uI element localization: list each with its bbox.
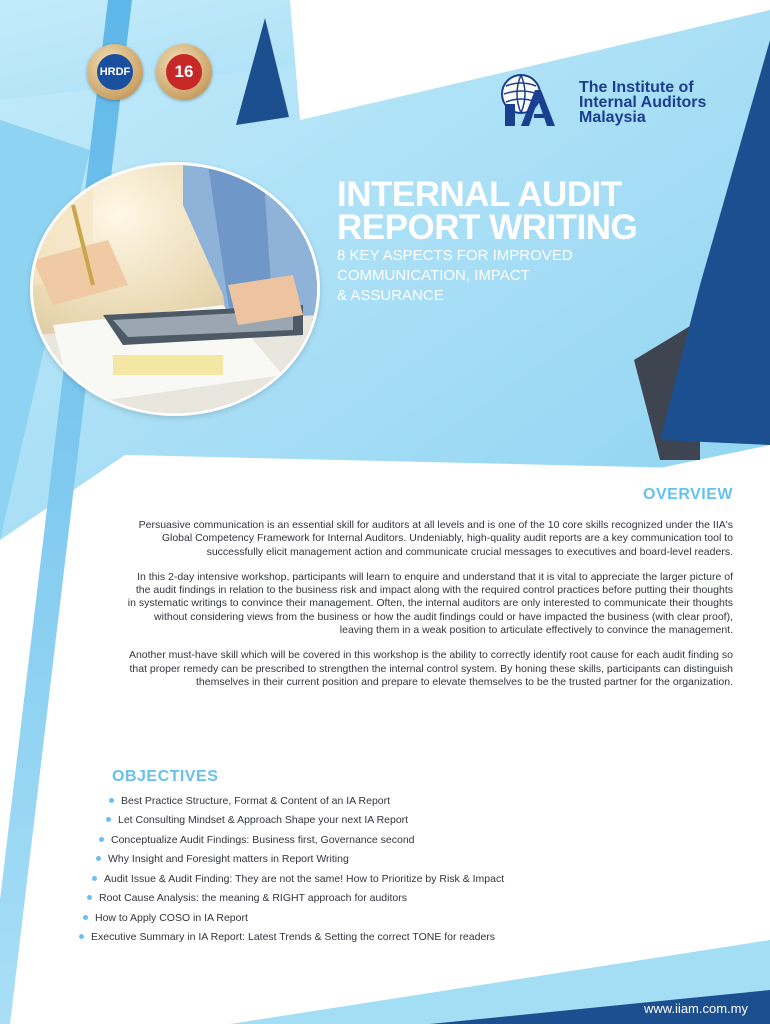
hrdf-badge-label: HRDF [97, 54, 133, 90]
bullet-icon [109, 798, 114, 803]
objective-item [96, 853, 349, 865]
objective-item [83, 912, 248, 924]
hrdf-badge [87, 44, 143, 100]
title-line-1: INTERNAL AUDIT [337, 175, 622, 214]
bullet-icon [99, 837, 104, 842]
objective-text: Root Cause Analysis: the meaning & RIGHT approach for auditors [99, 892, 407, 904]
overview-heading: OVERVIEW [643, 486, 733, 503]
objective-item [92, 873, 504, 885]
objective-text: Why Insight and Foresight matters in Report Writing [108, 853, 349, 865]
subtitle-line-2: COMMUNICATION, IMPACT [337, 267, 530, 284]
objectives-heading: OBJECTIVES [112, 768, 219, 785]
subtitle-line-1: 8 KEY ASPECTS FOR IMPROVED [337, 247, 573, 264]
objective-text: How to Apply COSO in IA Report [95, 912, 248, 924]
iia-logo [501, 70, 741, 130]
objective-text: Let Consulting Mindset & Approach Shape your next IA Report [118, 814, 409, 826]
iia-logo-mark-icon [501, 70, 575, 128]
overview-paragraph: Another must-have skill which will be covered in this workshop is the ability to correctly identify root cause for each audit finding so that proper remedy can be prescribed to strengthen the internal control system. By honing these skills, participants can distinguish themselves in their current position and prepare to elevate themselves to be the trusted partner for the organization. [128, 649, 733, 688]
objective-item [99, 834, 415, 846]
overview-paragraph: In this 2-day intensive workshop, participants will learn to enquire and understand that it is vital to appreciate the larger picture of the audit findings in relation to the business risk and impact along with the required control practices before putting their thoughts in systematic writings to convince their management. Often, the internal auditors are only interested to communicate their thoughts without considering views from the business or how the audit findings could or have impacted the business (with clear proof), leaving them in a weak position to articulate effectively to convince the management. [127, 570, 733, 637]
anniversary-badge [156, 44, 212, 100]
overview-paragraph: Persuasive communication is an essential skill for auditors at all levels and is one of the 10 core skills recognized under the IIA's Global Competency Framework for Internal Auditors. Undeniably, high-quality audit reports are a key communication tool to successfully elicit management action and communicate crucial messages to executives and board-level readers. [138, 519, 733, 558]
logo-line-2: Internal Auditors [579, 94, 707, 111]
logo-line-3: Malaysia [579, 109, 646, 126]
anniversary-badge-label: 16 [166, 54, 202, 90]
objective-text: Audit Issue & Audit Finding: They are not the same! How to Prioritize by Risk & Impact [104, 873, 505, 885]
bullet-icon [79, 934, 84, 939]
objective-text: Executive Summary in IA Report: Latest Trends & Setting the correct TONE for readers [91, 931, 496, 943]
title-line-2: REPORT WRITING [337, 208, 638, 247]
objective-item [87, 892, 407, 904]
objective-text: Conceptualize Audit Findings: Business first, Governance second [111, 834, 415, 846]
hero-photo-illustration [33, 165, 317, 413]
overview-body [125, 519, 733, 701]
logo-line-1: The Institute of [579, 79, 694, 96]
page-subtitle [337, 246, 573, 306]
page-title [337, 175, 638, 247]
objective-item [106, 814, 408, 826]
objective-item [79, 931, 495, 943]
bullet-icon [96, 856, 101, 861]
hero-photo [30, 162, 320, 416]
bullet-icon [83, 915, 88, 920]
objective-item [109, 795, 390, 807]
subtitle-line-3: & ASSURANCE [337, 287, 444, 304]
objective-text: Best Practice Structure, Format & Content of an IA Report [121, 795, 391, 807]
bullet-icon [92, 876, 97, 881]
iia-logo-text [579, 80, 706, 125]
bullet-icon [87, 895, 92, 900]
bullet-icon [106, 817, 111, 822]
website-link[interactable]: www.iiam.com.my [643, 1001, 748, 1016]
